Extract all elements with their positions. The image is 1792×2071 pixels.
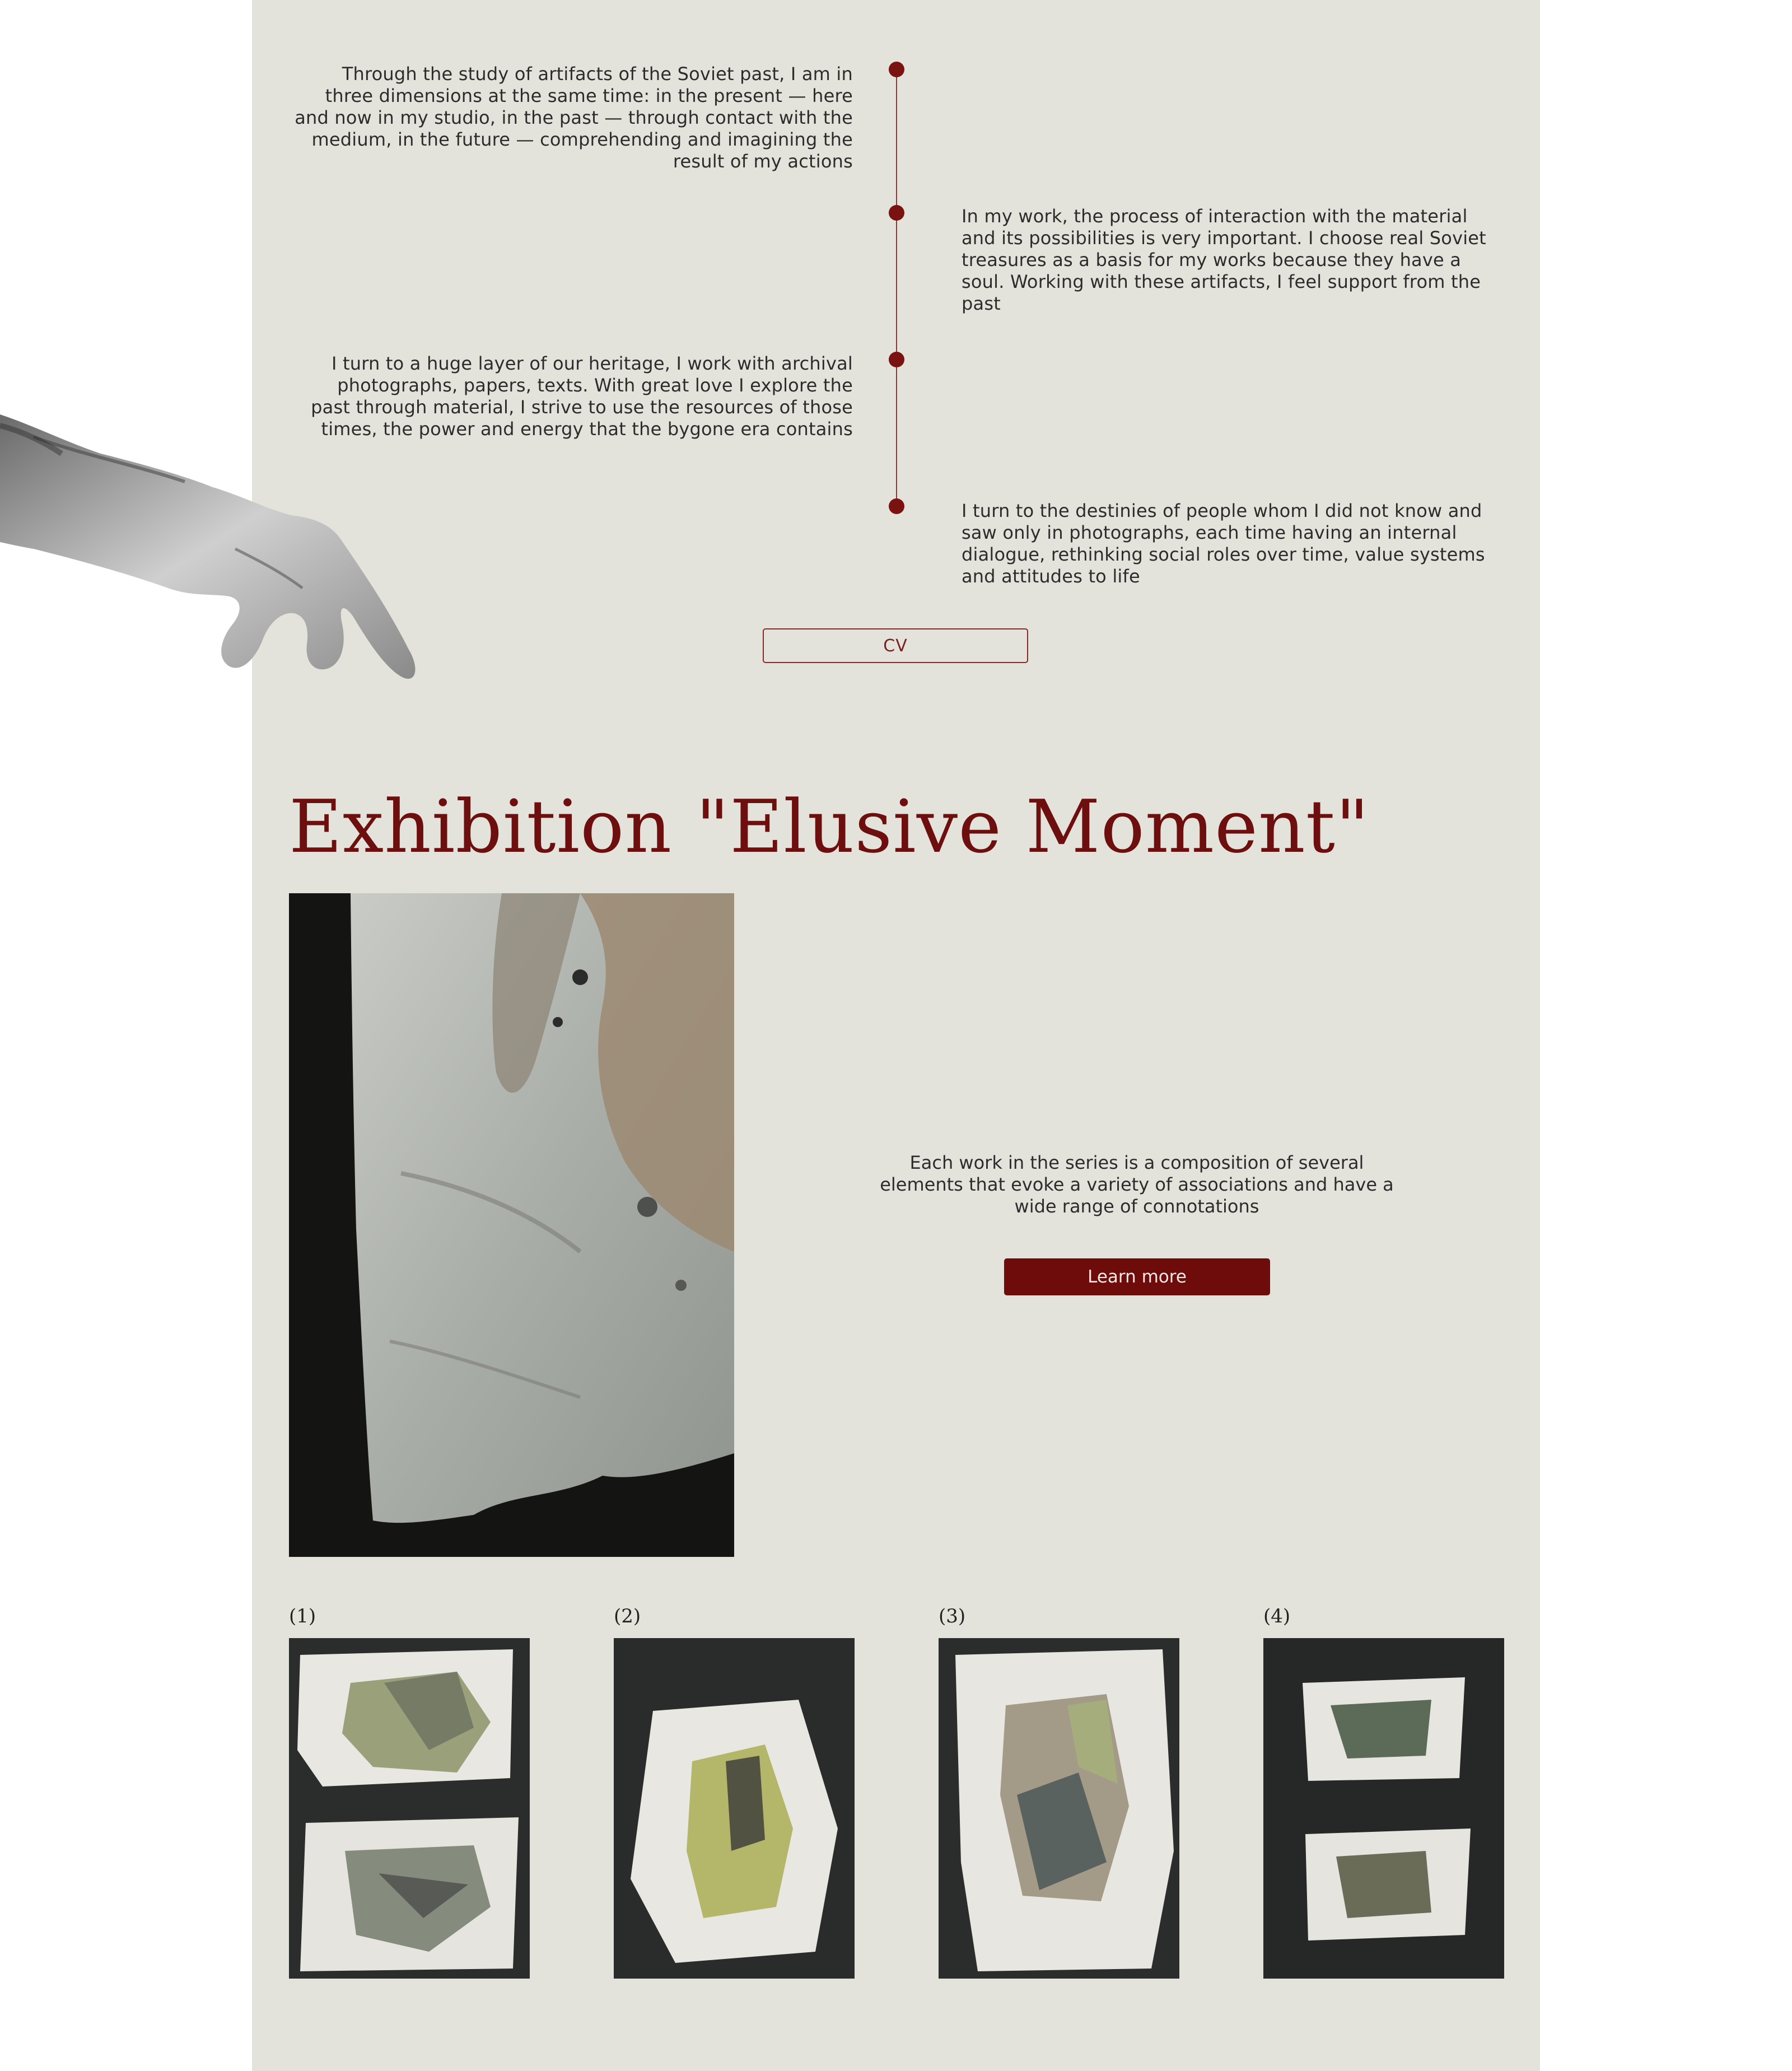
exhibition-description: Each work in the series is a composition of several elements that evoke a variety of associations and have a wide range of connotations bbox=[880, 1152, 1394, 1217]
timeline-text: I turn to the destinies of people whom I did not know and saw only in photographs, each time having an internal dialogue, rethinking social roles over time, value systems and attitudes to life bbox=[962, 500, 1485, 587]
timeline-dot bbox=[889, 205, 904, 221]
work-thumbnail[interactable] bbox=[289, 1638, 530, 1979]
work-label: (2) bbox=[614, 1605, 641, 1627]
cv-button[interactable]: CV bbox=[763, 628, 1028, 663]
work-label: (4) bbox=[1263, 1605, 1291, 1627]
timeline-dot bbox=[889, 62, 904, 77]
exhibition-main-image[interactable] bbox=[289, 893, 734, 1557]
hand-illustration bbox=[0, 403, 426, 689]
exhibition-title: Exhibition "Elusive Moment" bbox=[289, 784, 1370, 869]
timeline-dot bbox=[889, 352, 904, 367]
work-label: (3) bbox=[939, 1605, 966, 1627]
learn-more-button[interactable]: Learn more bbox=[1004, 1258, 1270, 1295]
timeline-text: Through the study of artifacts of the Soviet past, I am in three dimensions at the same time: in the present — here and now in my studio, in the past — through contact with the medium, in the future — comprehending and imagining the result of my actions bbox=[295, 63, 853, 172]
timeline-line bbox=[896, 69, 897, 506]
work-label: (1) bbox=[289, 1605, 316, 1627]
work-thumbnail[interactable] bbox=[1263, 1638, 1504, 1979]
timeline-text: I turn to a huge layer of our heritage, I work with archival photographs, papers, texts. With great love I explore the past through material, I strive to use the resources of those times, the power and energy that the bygone era contains bbox=[311, 353, 853, 440]
timeline-dot bbox=[889, 498, 904, 514]
work-thumbnail[interactable] bbox=[614, 1638, 855, 1979]
timeline-text: In my work, the process of interaction with the material and its possibilities is very important. I choose real Soviet treasures as a basis for my works because they have a soul. Working with these artifacts, I feel support from the past bbox=[962, 206, 1486, 314]
work-thumbnail[interactable] bbox=[939, 1638, 1179, 1979]
